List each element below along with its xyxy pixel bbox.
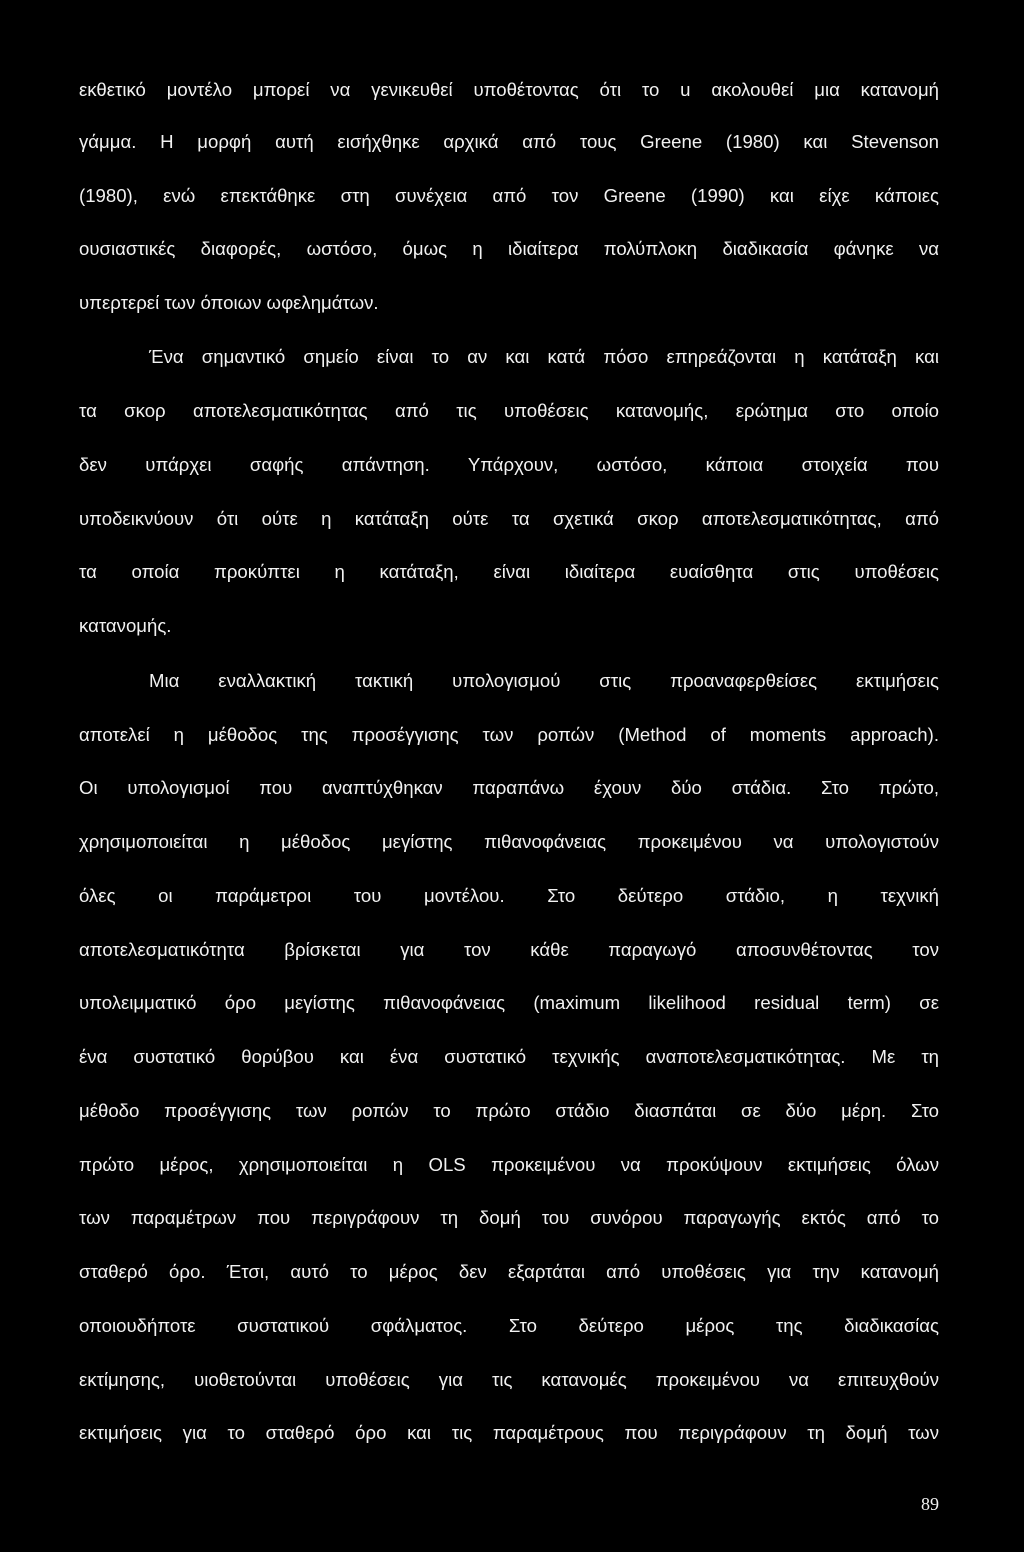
text-line-10: τα οποία προκύπτει η κατάταξη, είναι ιδιαίτερα ευαίσθητα στις υποθέσεις (79, 561, 939, 582)
text-line-15: χρησιμοποιείται η μέθοδος μεγίστης πιθανοφάνειας προκειμένου να υπολογιστούν (79, 831, 939, 852)
text-line-2: γάμμα. Η μορφή αυτή εισήχθηκε αρχικά από τους Greene (1980) και Stevenson (79, 131, 939, 152)
text-line-3: (1980), ενώ επεκτάθηκε στη συνέχεια από τον Greene (1990) και είχε κάποιες (79, 185, 939, 206)
text-line-1: εκθετικό μοντέλο μπορεί να γενικευθεί υποθέτοντας ότι το u ακολουθεί μια κατανομή (79, 79, 939, 100)
text-line-20: μέθοδο προσέγγισης των ροπών το πρώτο στάδιο διασπάται σε δύο μέρη. Στο (79, 1100, 939, 1121)
text-line-26: εκτιμήσεις για το σταθερό όρο και τις παραμέτρους που περιγράφουν τη δομή των (79, 1422, 939, 1443)
text-line-13: αποτελεί η μέθοδος της προσέγγισης των ροπών (Method of moments approach). (79, 724, 939, 745)
text-line-18: υπολειμματικό όρο μεγίστης πιθανοφάνειας (maximum likelihood residual term) σε (79, 992, 939, 1013)
text-line-22: των παραμέτρων που περιγράφουν τη δομή του συνόρου παραγωγής εκτός από το (79, 1207, 939, 1228)
text-line-11: κατανομής. (79, 615, 172, 636)
text-line-19: ένα συστατικό θορύβου και ένα συστατικό τεχνικής αναποτελεσματικότητας. Με τη (79, 1046, 939, 1067)
text-line-12: Μια εναλλακτική τακτική υπολογισμού στις προαναφερθείσες εκτιμήσεις (149, 670, 939, 691)
text-line-8: δεν υπάρχει σαφής απάντηση. Υπάρχουν, ωστόσο, κάποια στοιχεία που (79, 454, 939, 475)
text-line-14: Οι υπολογισμοί που αναπτύχθηκαν παραπάνω έχουν δύο στάδια. Στο πρώτο, (79, 777, 939, 798)
text-line-6: Ένα σημαντικό σημείο είναι το αν και κατά πόσο επηρεάζονται η κατάταξη και (149, 346, 939, 367)
text-line-24: οποιουδήποτε συστατικού σφάλματος. Στο δεύτερο μέρος της διαδικασίας (79, 1315, 939, 1336)
text-line-16: όλες οι παράμετροι του μοντέλου. Στο δεύτερο στάδιο, η τεχνική (79, 885, 939, 906)
text-line-23: σταθερό όρο. Έτσι, αυτό το μέρος δεν εξαρτάται από υποθέσεις για την κατανομή (79, 1261, 939, 1282)
page-number: 89 (921, 1494, 939, 1514)
text-line-5: υπερτερεί των όποιων ωφελημάτων. (79, 292, 379, 313)
text-line-21: πρώτο μέρος, χρησιμοποιείται η OLS προκειμένου να προκύψουν εκτιμήσεις όλων (79, 1154, 939, 1175)
text-line-17: αποτελεσματικότητα βρίσκεται για τον κάθε παραγωγό αποσυνθέτοντας τον (79, 939, 939, 960)
text-line-9: υποδεικνύουν ότι ούτε η κατάταξη ούτε τα σχετικά σκορ αποτελεσματικότητας, από (79, 508, 939, 529)
text-line-4: ουσιαστικές διαφορές, ωστόσο, όμως η ιδιαίτερα πολύπλοκη διαδικασία φάνηκε να (79, 238, 939, 259)
text-line-7: τα σκορ αποτελεσματικότητας από τις υποθέσεις κατανομής, ερώτημα στο οποίο (79, 400, 939, 421)
text-line-25: εκτίμησης, υιοθετούνται υποθέσεις για τις κατανομές προκειμένου να επιτευχθούν (79, 1369, 939, 1390)
